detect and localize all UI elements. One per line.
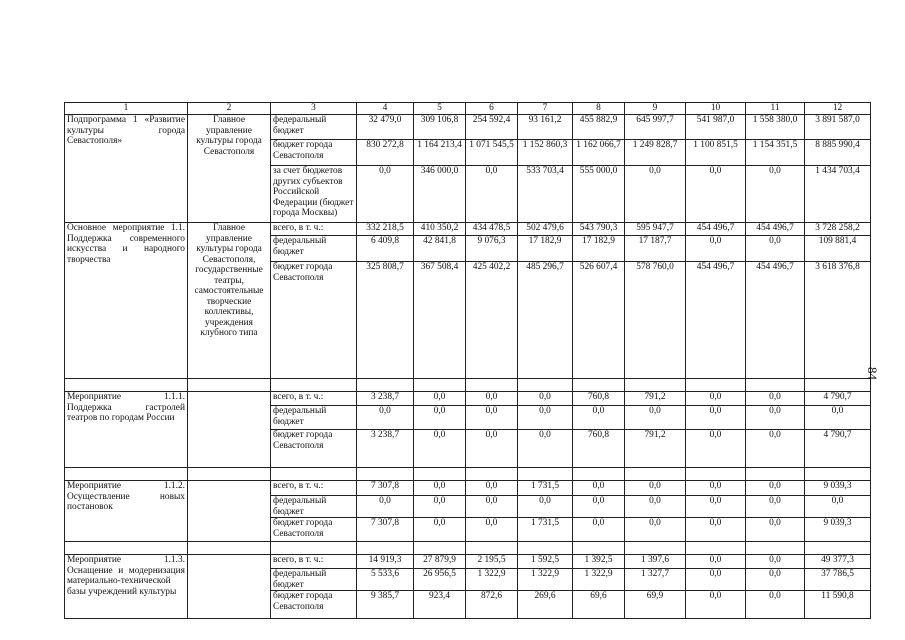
page-number: 84 xyxy=(865,367,880,380)
year-value-cell: 0,0 xyxy=(414,496,466,518)
block-separator xyxy=(65,468,871,481)
column-number: 1 xyxy=(65,103,188,115)
year-value-cell: 0,0 xyxy=(357,496,414,518)
year-value-cell: 0,0 xyxy=(686,406,746,430)
year-value-cell: 346 000,0 xyxy=(414,166,466,223)
executor-cell xyxy=(188,555,271,619)
year-value-cell: 9 385,7 xyxy=(357,591,414,619)
year-value-cell: 0,0 xyxy=(686,518,746,542)
empty-cell xyxy=(746,468,805,481)
funding-source-cell: федеральный бюджет xyxy=(271,236,357,262)
year-value-cell: 9 076,3 xyxy=(466,236,518,262)
year-value-cell: 454 496,7 xyxy=(746,223,805,236)
year-value-cell: 0,0 xyxy=(414,392,466,406)
table-row xyxy=(65,115,871,140)
year-value-cell: 0,0 xyxy=(518,496,573,518)
year-value-cell: 17 182,9 xyxy=(518,236,573,262)
total-value-cell: 0,0 xyxy=(805,496,871,518)
year-value-cell: 0,0 xyxy=(746,496,805,518)
year-value-cell: 1 100 851,5 xyxy=(686,140,746,166)
empty-cell xyxy=(65,468,188,481)
year-value-cell: 454 496,7 xyxy=(686,262,746,379)
year-value-cell: 543 790,3 xyxy=(573,223,625,236)
year-value-cell: 425 402,2 xyxy=(466,262,518,379)
total-value-cell: 1 434 703,4 xyxy=(805,166,871,223)
empty-cell xyxy=(188,379,271,392)
empty-cell xyxy=(573,379,625,392)
year-value-cell: 0,0 xyxy=(746,236,805,262)
column-number: 7 xyxy=(518,103,573,115)
empty-cell xyxy=(573,542,625,555)
year-value-cell: 555 000,0 xyxy=(573,166,625,223)
year-value-cell: 1 154 351,5 xyxy=(746,140,805,166)
year-value-cell: 1 322,9 xyxy=(518,569,573,591)
year-value-cell: 0,0 xyxy=(357,406,414,430)
empty-cell xyxy=(746,379,805,392)
year-value-cell: 454 496,7 xyxy=(746,262,805,379)
year-value-cell: 0,0 xyxy=(414,518,466,542)
year-value-cell: 0,0 xyxy=(686,166,746,223)
year-value-cell: 0,0 xyxy=(746,569,805,591)
year-value-cell: 254 592,4 xyxy=(466,115,518,140)
year-value-cell: 923,4 xyxy=(414,591,466,619)
budget-table xyxy=(64,102,871,619)
funding-source-cell: бюджет города Севастополя xyxy=(271,518,357,542)
year-value-cell: 3 238,7 xyxy=(357,392,414,406)
year-value-cell: 0,0 xyxy=(686,496,746,518)
year-value-cell: 17 182,9 xyxy=(573,236,625,262)
total-value-cell: 11 590,8 xyxy=(805,591,871,619)
table-row xyxy=(65,392,871,406)
funding-source-cell: бюджет города Севастополя xyxy=(271,262,357,379)
year-value-cell: 0,0 xyxy=(746,430,805,468)
year-value-cell: 1 322,9 xyxy=(573,569,625,591)
empty-cell xyxy=(414,379,466,392)
year-value-cell: 533 703,4 xyxy=(518,166,573,223)
year-value-cell: 1 397,6 xyxy=(625,555,686,569)
year-value-cell: 760,8 xyxy=(573,392,625,406)
column-number: 5 xyxy=(414,103,466,115)
year-value-cell: 760,8 xyxy=(573,430,625,468)
year-value-cell: 0,0 xyxy=(746,591,805,619)
year-value-cell: 0,0 xyxy=(746,481,805,496)
column-number: 6 xyxy=(466,103,518,115)
year-value-cell: 485 296,7 xyxy=(518,262,573,379)
year-value-cell: 1 731,5 xyxy=(518,518,573,542)
year-value-cell: 0,0 xyxy=(466,481,518,496)
column-number: 8 xyxy=(573,103,625,115)
empty-cell xyxy=(518,542,573,555)
year-value-cell: 1 322,9 xyxy=(466,569,518,591)
empty-cell xyxy=(518,468,573,481)
total-value-cell: 9 039,3 xyxy=(805,481,871,496)
year-value-cell: 526 607,4 xyxy=(573,262,625,379)
empty-cell xyxy=(188,468,271,481)
column-number: 3 xyxy=(271,103,357,115)
funding-source-cell: всего, в т. ч.: xyxy=(271,555,357,569)
column-number: 4 xyxy=(357,103,414,115)
year-value-cell: 578 760,0 xyxy=(625,262,686,379)
year-value-cell: 1 558 380,0 xyxy=(746,115,805,140)
year-value-cell: 0,0 xyxy=(518,406,573,430)
year-value-cell: 269,6 xyxy=(518,591,573,619)
funding-source-cell: всего, в т. ч.: xyxy=(271,481,357,496)
year-value-cell: 0,0 xyxy=(414,430,466,468)
total-value-cell: 3 728 258,2 xyxy=(805,223,871,236)
year-value-cell: 1 071 545,5 xyxy=(466,140,518,166)
year-value-cell: 0,0 xyxy=(466,430,518,468)
total-value-cell: 37 786,5 xyxy=(805,569,871,591)
empty-cell xyxy=(466,468,518,481)
total-value-cell: 3 618 376,8 xyxy=(805,262,871,379)
year-value-cell: 0,0 xyxy=(686,555,746,569)
year-value-cell: 0,0 xyxy=(686,392,746,406)
year-value-cell: 367 508,4 xyxy=(414,262,466,379)
total-value-cell: 4 790,7 xyxy=(805,392,871,406)
empty-cell xyxy=(573,468,625,481)
year-value-cell: 17 187,7 xyxy=(625,236,686,262)
empty-cell xyxy=(625,542,686,555)
year-value-cell: 0,0 xyxy=(686,481,746,496)
year-value-cell: 0,0 xyxy=(625,496,686,518)
empty-cell xyxy=(625,468,686,481)
year-value-cell: 0,0 xyxy=(518,392,573,406)
funding-source-cell: бюджет города Севастополя xyxy=(271,430,357,468)
year-value-cell: 0,0 xyxy=(686,236,746,262)
funding-source-cell: федеральный бюджет xyxy=(271,496,357,518)
funding-source-cell: за счет бюджетов других субъектов Российской Федерации (бюджет города Москвы) xyxy=(271,166,357,223)
year-value-cell: 0,0 xyxy=(746,555,805,569)
year-value-cell: 309 106,8 xyxy=(414,115,466,140)
executor-cell: Главное управление культуры города Севастополя, государственные театры, самостоятельные творческие коллективы, учреждения клубного типа xyxy=(188,223,271,379)
total-value-cell: 0,0 xyxy=(805,406,871,430)
empty-cell xyxy=(805,468,871,481)
year-value-cell: 0,0 xyxy=(573,406,625,430)
block-separator xyxy=(65,379,871,392)
year-value-cell: 0,0 xyxy=(466,496,518,518)
empty-cell xyxy=(414,468,466,481)
year-value-cell: 1 392,5 xyxy=(573,555,625,569)
funding-source-cell: федеральный бюджет xyxy=(271,569,357,591)
year-value-cell: 0,0 xyxy=(573,496,625,518)
year-value-cell: 434 478,5 xyxy=(466,223,518,236)
empty-cell xyxy=(357,542,414,555)
year-value-cell: 645 997,7 xyxy=(625,115,686,140)
year-value-cell: 27 879,9 xyxy=(414,555,466,569)
year-value-cell: 332 218,5 xyxy=(357,223,414,236)
year-value-cell: 0,0 xyxy=(573,481,625,496)
year-value-cell: 0,0 xyxy=(746,518,805,542)
year-value-cell: 0,0 xyxy=(746,166,805,223)
empty-cell xyxy=(65,379,188,392)
year-value-cell: 791,2 xyxy=(625,430,686,468)
year-value-cell: 5 533,6 xyxy=(357,569,414,591)
year-value-cell: 1 162 066,7 xyxy=(573,140,625,166)
empty-cell xyxy=(466,379,518,392)
year-value-cell: 6 409,8 xyxy=(357,236,414,262)
year-value-cell: 872,6 xyxy=(466,591,518,619)
empty-cell xyxy=(466,542,518,555)
year-value-cell: 93 161,2 xyxy=(518,115,573,140)
year-value-cell: 595 947,7 xyxy=(625,223,686,236)
program-name-cell: Основное мероприятие 1.1. Поддержка современного искусства и народного творчества xyxy=(65,223,188,379)
year-value-cell: 1 731,5 xyxy=(518,481,573,496)
year-value-cell: 14 919,3 xyxy=(357,555,414,569)
year-value-cell: 454 496,7 xyxy=(686,223,746,236)
total-value-cell: 109 881,4 xyxy=(805,236,871,262)
empty-cell xyxy=(271,468,357,481)
empty-cell xyxy=(518,379,573,392)
funding-source-cell: всего, в т. ч.: xyxy=(271,223,357,236)
year-value-cell: 410 350,2 xyxy=(414,223,466,236)
year-value-cell: 325 808,7 xyxy=(357,262,414,379)
year-value-cell: 0,0 xyxy=(357,166,414,223)
year-value-cell: 69,6 xyxy=(573,591,625,619)
empty-cell xyxy=(357,468,414,481)
column-number-row xyxy=(65,103,871,115)
year-value-cell: 0,0 xyxy=(625,166,686,223)
column-number: 2 xyxy=(188,103,271,115)
empty-cell xyxy=(271,379,357,392)
year-value-cell: 0,0 xyxy=(573,518,625,542)
year-value-cell: 0,0 xyxy=(466,392,518,406)
year-value-cell: 0,0 xyxy=(625,518,686,542)
year-value-cell: 0,0 xyxy=(686,430,746,468)
year-value-cell: 0,0 xyxy=(414,481,466,496)
block-separator xyxy=(65,542,871,555)
empty-cell xyxy=(746,542,805,555)
funding-source-cell: бюджет города Севастополя xyxy=(271,591,357,619)
empty-cell xyxy=(805,379,871,392)
empty-cell xyxy=(357,379,414,392)
executor-cell xyxy=(188,392,271,468)
executor-cell xyxy=(188,481,271,542)
year-value-cell: 69,9 xyxy=(625,591,686,619)
year-value-cell: 541 987,0 xyxy=(686,115,746,140)
year-value-cell: 3 238,7 xyxy=(357,430,414,468)
table-row xyxy=(65,223,871,236)
year-value-cell: 0,0 xyxy=(625,406,686,430)
year-value-cell: 0,0 xyxy=(746,406,805,430)
empty-cell xyxy=(805,542,871,555)
year-value-cell: 26 956,5 xyxy=(414,569,466,591)
total-value-cell: 9 039,3 xyxy=(805,518,871,542)
total-value-cell: 4 790,7 xyxy=(805,430,871,468)
year-value-cell: 455 882,9 xyxy=(573,115,625,140)
year-value-cell: 0,0 xyxy=(466,166,518,223)
year-value-cell: 1 152 860,3 xyxy=(518,140,573,166)
program-name-cell: Мероприятие 1.1.3. Оснащение и модернизация материально-технической базы учреждений культуры xyxy=(65,555,188,619)
year-value-cell: 0,0 xyxy=(625,481,686,496)
table-row xyxy=(65,481,871,496)
column-number: 11 xyxy=(746,103,805,115)
empty-cell xyxy=(188,542,271,555)
empty-cell xyxy=(271,542,357,555)
year-value-cell: 32 479,0 xyxy=(357,115,414,140)
year-value-cell: 2 195,5 xyxy=(466,555,518,569)
year-value-cell: 0,0 xyxy=(466,406,518,430)
funding-source-cell: федеральный бюджет xyxy=(271,115,357,140)
program-name-cell: Подпрограмма 1 «Развитие культуры города Севастополя» xyxy=(65,115,188,223)
column-number: 12 xyxy=(805,103,871,115)
table-row xyxy=(65,555,871,569)
year-value-cell: 0,0 xyxy=(746,392,805,406)
column-number: 10 xyxy=(686,103,746,115)
empty-cell xyxy=(686,379,746,392)
year-value-cell: 7 307,8 xyxy=(357,518,414,542)
funding-source-cell: федеральный бюджет xyxy=(271,406,357,430)
funding-source-cell: всего, в т. ч.: xyxy=(271,392,357,406)
year-value-cell: 0,0 xyxy=(518,430,573,468)
total-value-cell: 49 377,3 xyxy=(805,555,871,569)
year-value-cell: 1 592,5 xyxy=(518,555,573,569)
empty-cell xyxy=(414,542,466,555)
year-value-cell: 1 164 213,4 xyxy=(414,140,466,166)
empty-cell xyxy=(625,379,686,392)
year-value-cell: 791,2 xyxy=(625,392,686,406)
empty-cell xyxy=(686,468,746,481)
total-value-cell: 3 891 587,0 xyxy=(805,115,871,140)
year-value-cell: 7 307,8 xyxy=(357,481,414,496)
year-value-cell: 830 272,8 xyxy=(357,140,414,166)
empty-cell xyxy=(686,542,746,555)
column-number: 9 xyxy=(625,103,686,115)
empty-cell xyxy=(65,542,188,555)
year-value-cell: 0,0 xyxy=(686,591,746,619)
program-name-cell: Мероприятие 1.1.2. Осуществление новых постановок xyxy=(65,481,188,542)
year-value-cell: 502 479,6 xyxy=(518,223,573,236)
year-value-cell: 0,0 xyxy=(466,518,518,542)
year-value-cell: 42 841,8 xyxy=(414,236,466,262)
total-value-cell: 8 885 990,4 xyxy=(805,140,871,166)
year-value-cell: 0,0 xyxy=(414,406,466,430)
program-name-cell: Мероприятие 1.1.1. Поддержка гастролей театров по городам России xyxy=(65,392,188,468)
year-value-cell: 0,0 xyxy=(686,569,746,591)
year-value-cell: 1 327,7 xyxy=(625,569,686,591)
executor-cell: Главное управление культуры города Севастополя xyxy=(188,115,271,223)
funding-source-cell: бюджет города Севастополя xyxy=(271,140,357,166)
year-value-cell: 1 249 828,7 xyxy=(625,140,686,166)
